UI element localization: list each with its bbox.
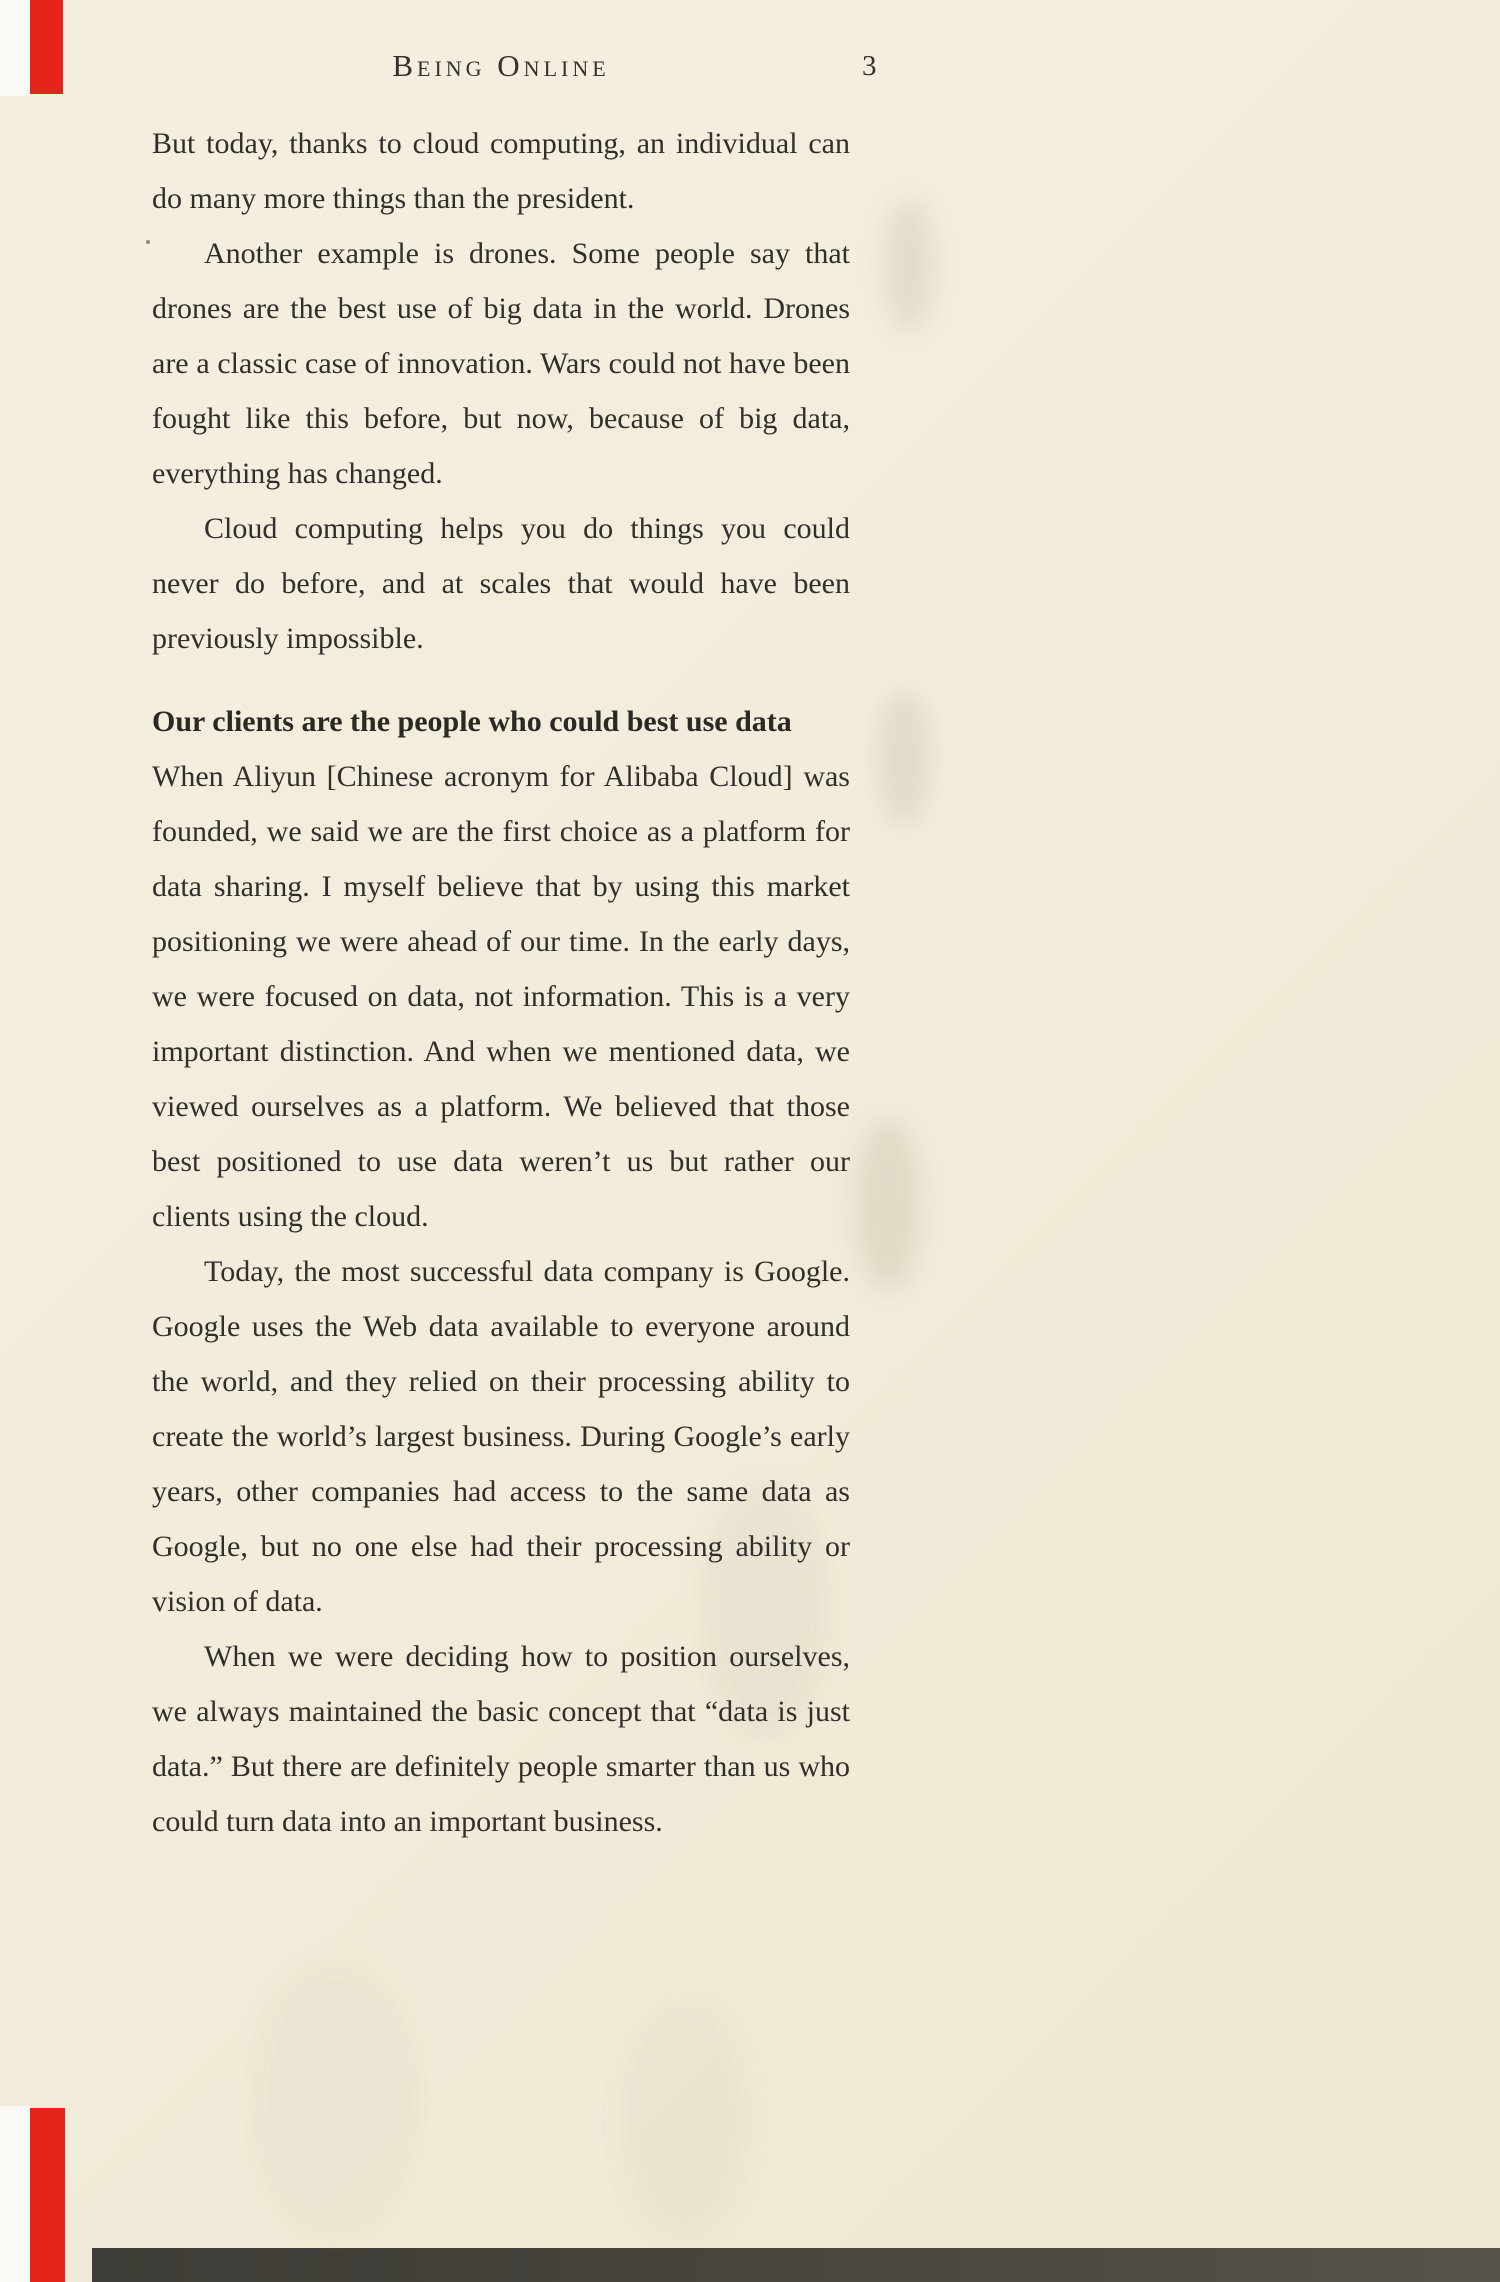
paragraph: Another example is drones. Some people say that drones are the best use of big data in the world. Drones are a classic case of innovation. Wars could not have been fought like this before, but now, because of big data, everything has changed. xyxy=(152,237,850,490)
scan-artifact xyxy=(885,200,933,330)
section-heading: Our clients are the people who could best use data xyxy=(152,705,792,738)
scan-artifact xyxy=(250,1960,420,2240)
paragraph: When Aliyun [Chinese acronym for Alibaba Cloud] was founded, we said we are the first choice as a platform for data sharing. I myself believe that by using this market positioning we were ahead of our time. In the early days, we were focused on data, not information. This is a very important distinction. And when we mentioned data, we viewed ourselves as a platform. We believed that those best positioned to use data weren’t us but rather our clients using the cloud. xyxy=(152,760,850,1233)
scan-artifact xyxy=(620,2000,750,2240)
scan-artifact xyxy=(878,690,930,825)
scan-red-edge-top xyxy=(30,0,63,94)
page-text-block xyxy=(152,116,850,1849)
paragraph: Today, the most successful data company is Google. Google uses the Web data available to everyone around the world, and they relied on their processing ability to create the world’s largest business. During Google’s early years, other companies had access to the same data as Google, but no one else had their processing ability or vision of data. xyxy=(152,1255,850,1618)
scan-red-edge-bottom xyxy=(30,2108,65,2282)
scan-artifact xyxy=(855,1120,921,1290)
scan-speck xyxy=(146,240,150,244)
scan-dark-edge-bottom xyxy=(92,2248,1500,2282)
running-header: Being Online xyxy=(392,48,610,83)
paragraph: But today, thanks to cloud computing, an individual can do many more things than the president. xyxy=(152,127,850,215)
paragraph: When we were deciding how to position ourselves, we always maintained the basic concept that “data is just data.” But there are definitely people smarter than us who could turn data into an important business. xyxy=(152,1640,850,1838)
scan-white-edge-top xyxy=(0,0,30,96)
scan-white-edge-bottom xyxy=(0,2106,30,2282)
page-number: 3 xyxy=(862,50,877,82)
paragraph: Cloud computing helps you do things you could never do before, and at scales that would have been previously impossible. xyxy=(152,512,850,655)
